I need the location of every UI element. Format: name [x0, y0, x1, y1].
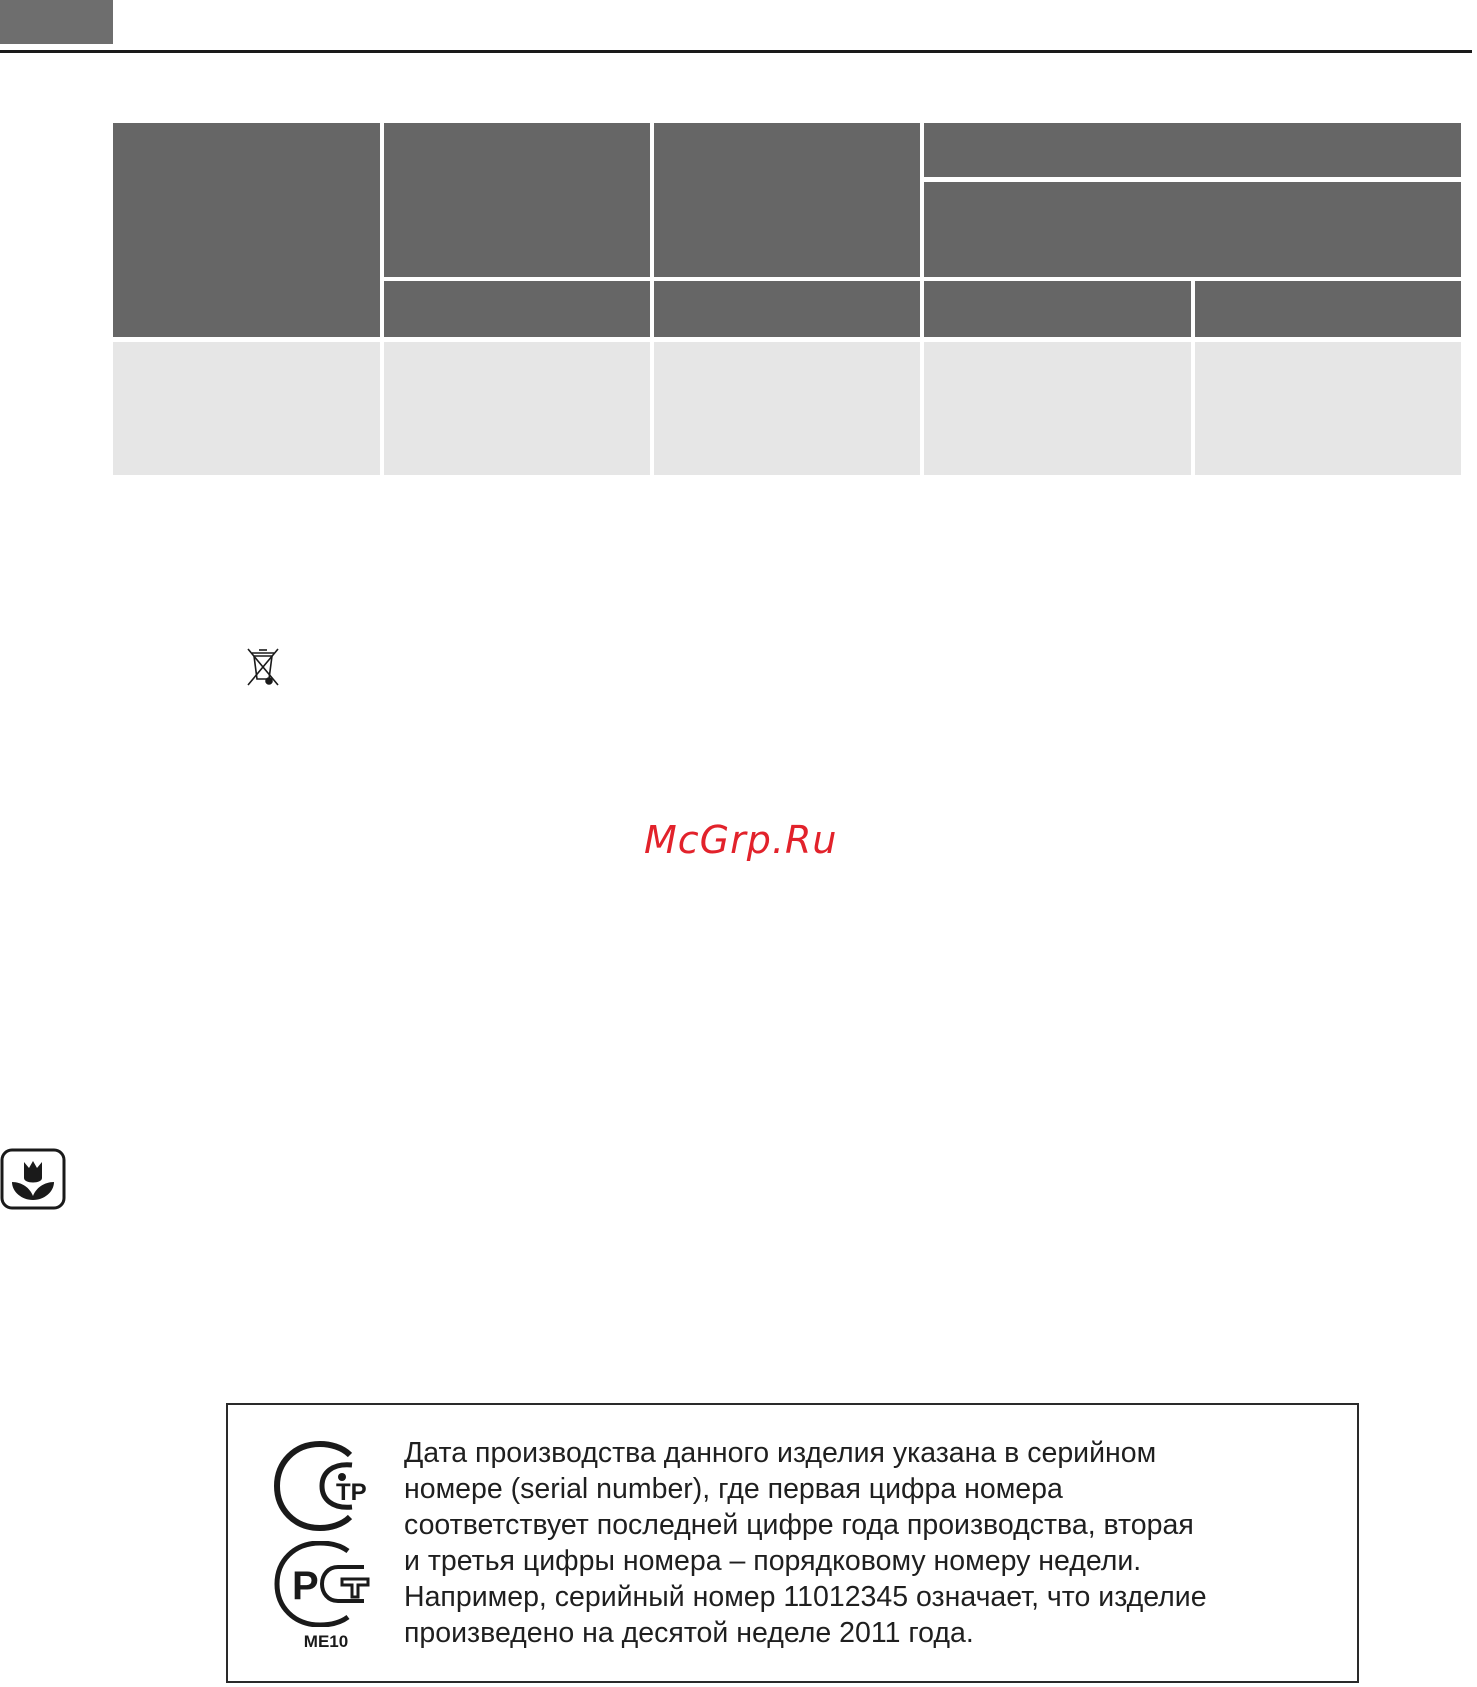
- table-body-cell: [924, 342, 1191, 475]
- svg-text:ТР: ТР: [336, 1479, 367, 1506]
- table-header-cell: [384, 281, 650, 337]
- eco-leaf-badge-icon: [0, 1148, 66, 1210]
- table-body-cell: [654, 342, 920, 475]
- table-body-cell: [384, 342, 650, 475]
- info-line: Дата производства данного изделия указана в серийном: [404, 1437, 1157, 1469]
- crossed-out-wheelie-bin-icon: [243, 645, 283, 689]
- table-header-cell: [924, 281, 1191, 337]
- table-header-cell: [654, 281, 920, 337]
- table-header-cell: [113, 123, 380, 337]
- table-body-cell: [113, 342, 380, 475]
- watermark-text: McGrp.Ru: [644, 818, 838, 862]
- certificate-code: ME10: [303, 1632, 349, 1651]
- header-rule: [0, 50, 1472, 53]
- info-line: и третья цифры номера – порядковому номеру недели.: [404, 1545, 1142, 1577]
- table-body-cell: [1195, 342, 1461, 475]
- info-line: произведено на десятой неделе 2011 года.: [404, 1617, 974, 1649]
- table-header-cell: [384, 123, 650, 277]
- eac-certification-mark-icon: [272, 1441, 382, 1531]
- table-header-cell: [1195, 281, 1461, 337]
- info-line: номере (serial number), где первая цифра номера: [404, 1473, 1063, 1505]
- info-line: соответствует последней цифре года производства, вторая: [404, 1509, 1194, 1541]
- table-header-cell: [924, 182, 1461, 277]
- page-corner-tab: [0, 0, 113, 44]
- pct-certification-mark-icon: [272, 1541, 382, 1627]
- table-header-cell: [654, 123, 920, 277]
- manufacture-date-text: [404, 1435, 1344, 1651]
- table-header-cell: [924, 123, 1461, 177]
- svg-text:Р: Р: [292, 1564, 319, 1608]
- info-line: Например, серийный номер 11012345 означает, что изделие: [404, 1581, 1207, 1613]
- manufacture-date-info-box: [226, 1403, 1359, 1683]
